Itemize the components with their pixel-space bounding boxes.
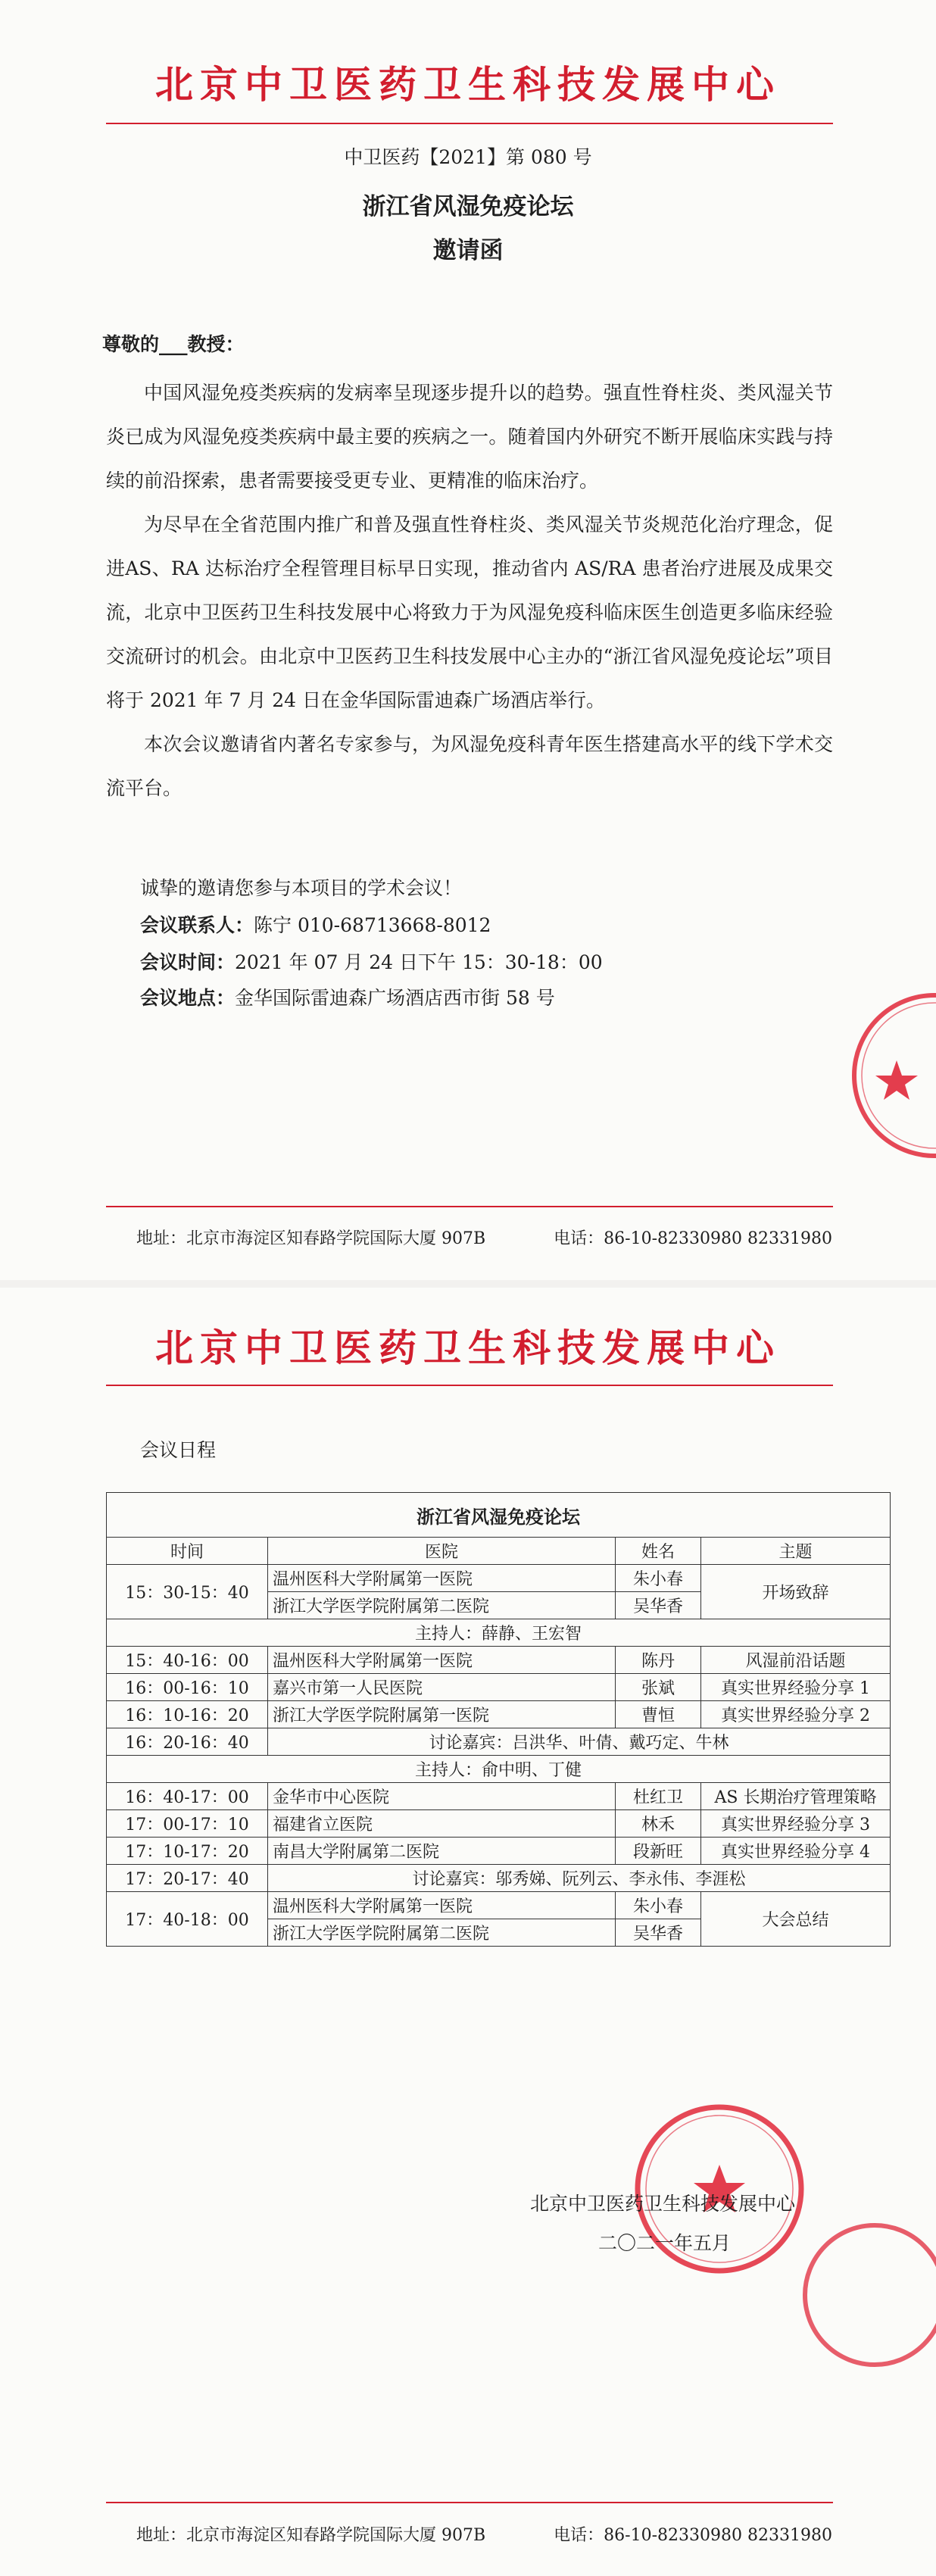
row-name: 朱小春 (616, 1892, 701, 1919)
row-name: 林禾 (616, 1810, 701, 1838)
footer-address: 地址：北京市海淀区知春路学院国际大厦 907B (136, 1229, 486, 1248)
row-topic: 风湿前沿话题 (701, 1647, 891, 1674)
seal-partial-2 (791, 2219, 936, 2371)
table-row (107, 1783, 891, 1810)
discussion-text: 讨论嘉宾：吕洪华、叶倩、戴巧定、牛林 (268, 1728, 891, 1756)
row-time: 16：40-17：00 (107, 1783, 268, 1810)
row-topic: 真实世界经验分享 1 (701, 1674, 891, 1701)
place-value: 金华国际雷迪森广场酒店西市街 58 号 (235, 987, 555, 1009)
row-hospital: 浙江大学医学院附属第二医院 (268, 1919, 616, 1947)
row-time: 17：10-17：20 (107, 1838, 268, 1865)
contact-value: 陈宁 010-68713668-8012 (254, 914, 491, 936)
schedule-label: 会议日程 (140, 1439, 217, 1461)
table-row (107, 1810, 891, 1838)
table-row (107, 1565, 891, 1592)
header-time: 时间 (107, 1538, 268, 1565)
row-hospital: 福建省立医院 (268, 1810, 616, 1838)
time-label: 会议时间： (140, 951, 236, 973)
table-caption: 浙江省风湿免疫论坛 (107, 1493, 891, 1538)
row-topic: 开场致辞 (701, 1565, 891, 1619)
invitation-page (0, 0, 936, 1280)
place-label: 会议地点： (140, 987, 236, 1009)
contact-label: 会议联系人： (140, 914, 254, 936)
header-rule (106, 123, 833, 124)
org-title-2: 北京中卫医药卫生科技发展中心 (155, 1325, 781, 1370)
signature-date: 二〇二一年五月 (598, 2232, 732, 2254)
row-topic: 真实世界经验分享 4 (701, 1838, 891, 1865)
row-name: 段新旺 (616, 1838, 701, 1865)
table-row (107, 1892, 891, 1919)
host-text: 主持人：俞中明、丁健 (107, 1756, 891, 1783)
salutation: 尊敬的___教授： (102, 333, 245, 355)
time-line (140, 948, 603, 975)
row-time: 16：10-16：20 (107, 1701, 268, 1728)
discussion-text: 讨论嘉宾：邬秀娣、阮列云、李永伟、李涯松 (268, 1865, 891, 1892)
row-hospital: 浙江大学医学院附属第一医院 (268, 1701, 616, 1728)
host-row (107, 1619, 891, 1647)
row-hospital: 南昌大学附属第二医院 (268, 1838, 616, 1865)
paragraph-2: 为尽早在全省范围内推广和普及强直性脊柱炎、类风湿关节炎规范化治疗理念，促进AS、RA 达标治疗全程管理目标早日实现，推动省内 AS/RA 患者治疗进展及成果交流，北京中卫医药卫生科技发展中心将致力于为风湿免疫科临床医生创造更多临床经验交流研讨的机会。由北京中卫医药卫生科技发展中心主办的“浙江省风湿免疫论坛”项目将于 2021 年 7 月 24 日在金华国际雷迪森广场酒店举行。 (106, 514, 833, 711)
footer-phone: 电话：86-10-82330980 82331980 (554, 1229, 832, 1248)
letter-title: 邀请函 (432, 237, 504, 264)
footer-rule-2 (106, 2502, 833, 2503)
invite-line: 诚挚的邀请您参与本项目的学术会议！ (140, 877, 463, 899)
header-hospital: 医院 (268, 1538, 616, 1565)
official-seal-partial (830, 985, 936, 1166)
row-hospital: 金华市中心医院 (268, 1783, 616, 1810)
row-hospital: 温州医科大学附属第一医院 (268, 1892, 616, 1919)
host-text: 主持人：薛静、王宏智 (107, 1619, 891, 1647)
header-rule-2 (106, 1385, 833, 1386)
row-name: 朱小春 (616, 1565, 701, 1592)
row-topic: 真实世界经验分享 3 (701, 1810, 891, 1838)
table-row (107, 1838, 891, 1865)
footer-2 (136, 2522, 832, 2546)
footer-address-2: 地址：北京市海淀区知春路学院国际大厦 907B (136, 2526, 486, 2545)
org-title: 北京中卫医药卫生科技发展中心 (155, 62, 781, 107)
row-name: 杜红卫 (616, 1783, 701, 1810)
row-hospital: 浙江大学医学院附属第二医院 (268, 1592, 616, 1619)
row-time: 16：00-16：10 (107, 1674, 268, 1701)
footer-rule (106, 1206, 833, 1207)
place-line (140, 983, 555, 1010)
table-row (107, 1674, 891, 1701)
row-name: 曹恒 (616, 1701, 701, 1728)
schedule-table (106, 1492, 891, 1947)
row-hospital: 温州医科大学附属第一医院 (268, 1565, 616, 1592)
table-row (107, 1647, 891, 1674)
host-row (107, 1756, 891, 1783)
forum-title: 浙江省风湿免疫论坛 (362, 193, 574, 220)
row-time: 17：00-17：10 (107, 1810, 268, 1838)
row-time: 17：20-17：40 (107, 1865, 268, 1892)
signature-org: 北京中卫医药卫生科技发展中心 (530, 2193, 796, 2215)
row-topic: 大会总结 (701, 1892, 891, 1947)
header-topic: 主题 (701, 1538, 891, 1565)
table-row (107, 1701, 891, 1728)
row-time: 15：30-15：40 (107, 1565, 268, 1619)
row-time: 17：40-18：00 (107, 1892, 268, 1947)
letter-body (106, 371, 833, 810)
contact-line (140, 910, 491, 938)
row-name: 张斌 (616, 1674, 701, 1701)
paragraph-3: 本次会议邀请省内著名专家参与，为风湿免疫科青年医生搭建高水平的线下学术交流平台。 (106, 733, 833, 799)
row-name: 吴华香 (616, 1919, 701, 1947)
row-name: 陈丹 (616, 1647, 701, 1674)
row-name: 吴华香 (616, 1592, 701, 1619)
discussion-row (107, 1865, 891, 1892)
time-value: 2021 年 07 月 24 日下午 15：30-18：00 (235, 951, 603, 973)
row-time: 16：20-16：40 (107, 1728, 268, 1756)
footer (136, 1226, 832, 1249)
row-topic: AS 长期治疗管理策略 (701, 1783, 891, 1810)
row-topic: 真实世界经验分享 2 (701, 1701, 891, 1728)
footer-phone-2: 电话：86-10-82330980 82331980 (554, 2526, 832, 2545)
header-name: 姓名 (616, 1538, 701, 1565)
doc-number: 中卫医药【2021】第 080 号 (344, 146, 592, 168)
row-hospital: 温州医科大学附属第一医院 (268, 1647, 616, 1674)
row-hospital: 嘉兴市第一人民医院 (268, 1674, 616, 1701)
table-header-row (107, 1538, 891, 1565)
row-time: 15：40-16：00 (107, 1647, 268, 1674)
discussion-row (107, 1728, 891, 1756)
paragraph-1: 中国风湿免疫类疾病的发病率呈现逐步提升以的趋势。强直性脊柱炎、类风湿关节炎已成为风湿免疫类疾病中最主要的疾病之一。随着国内外研究不断开展临床实践与持续的前沿探索，患者需要接受更专业、更精准的临床治疗。 (106, 382, 833, 492)
